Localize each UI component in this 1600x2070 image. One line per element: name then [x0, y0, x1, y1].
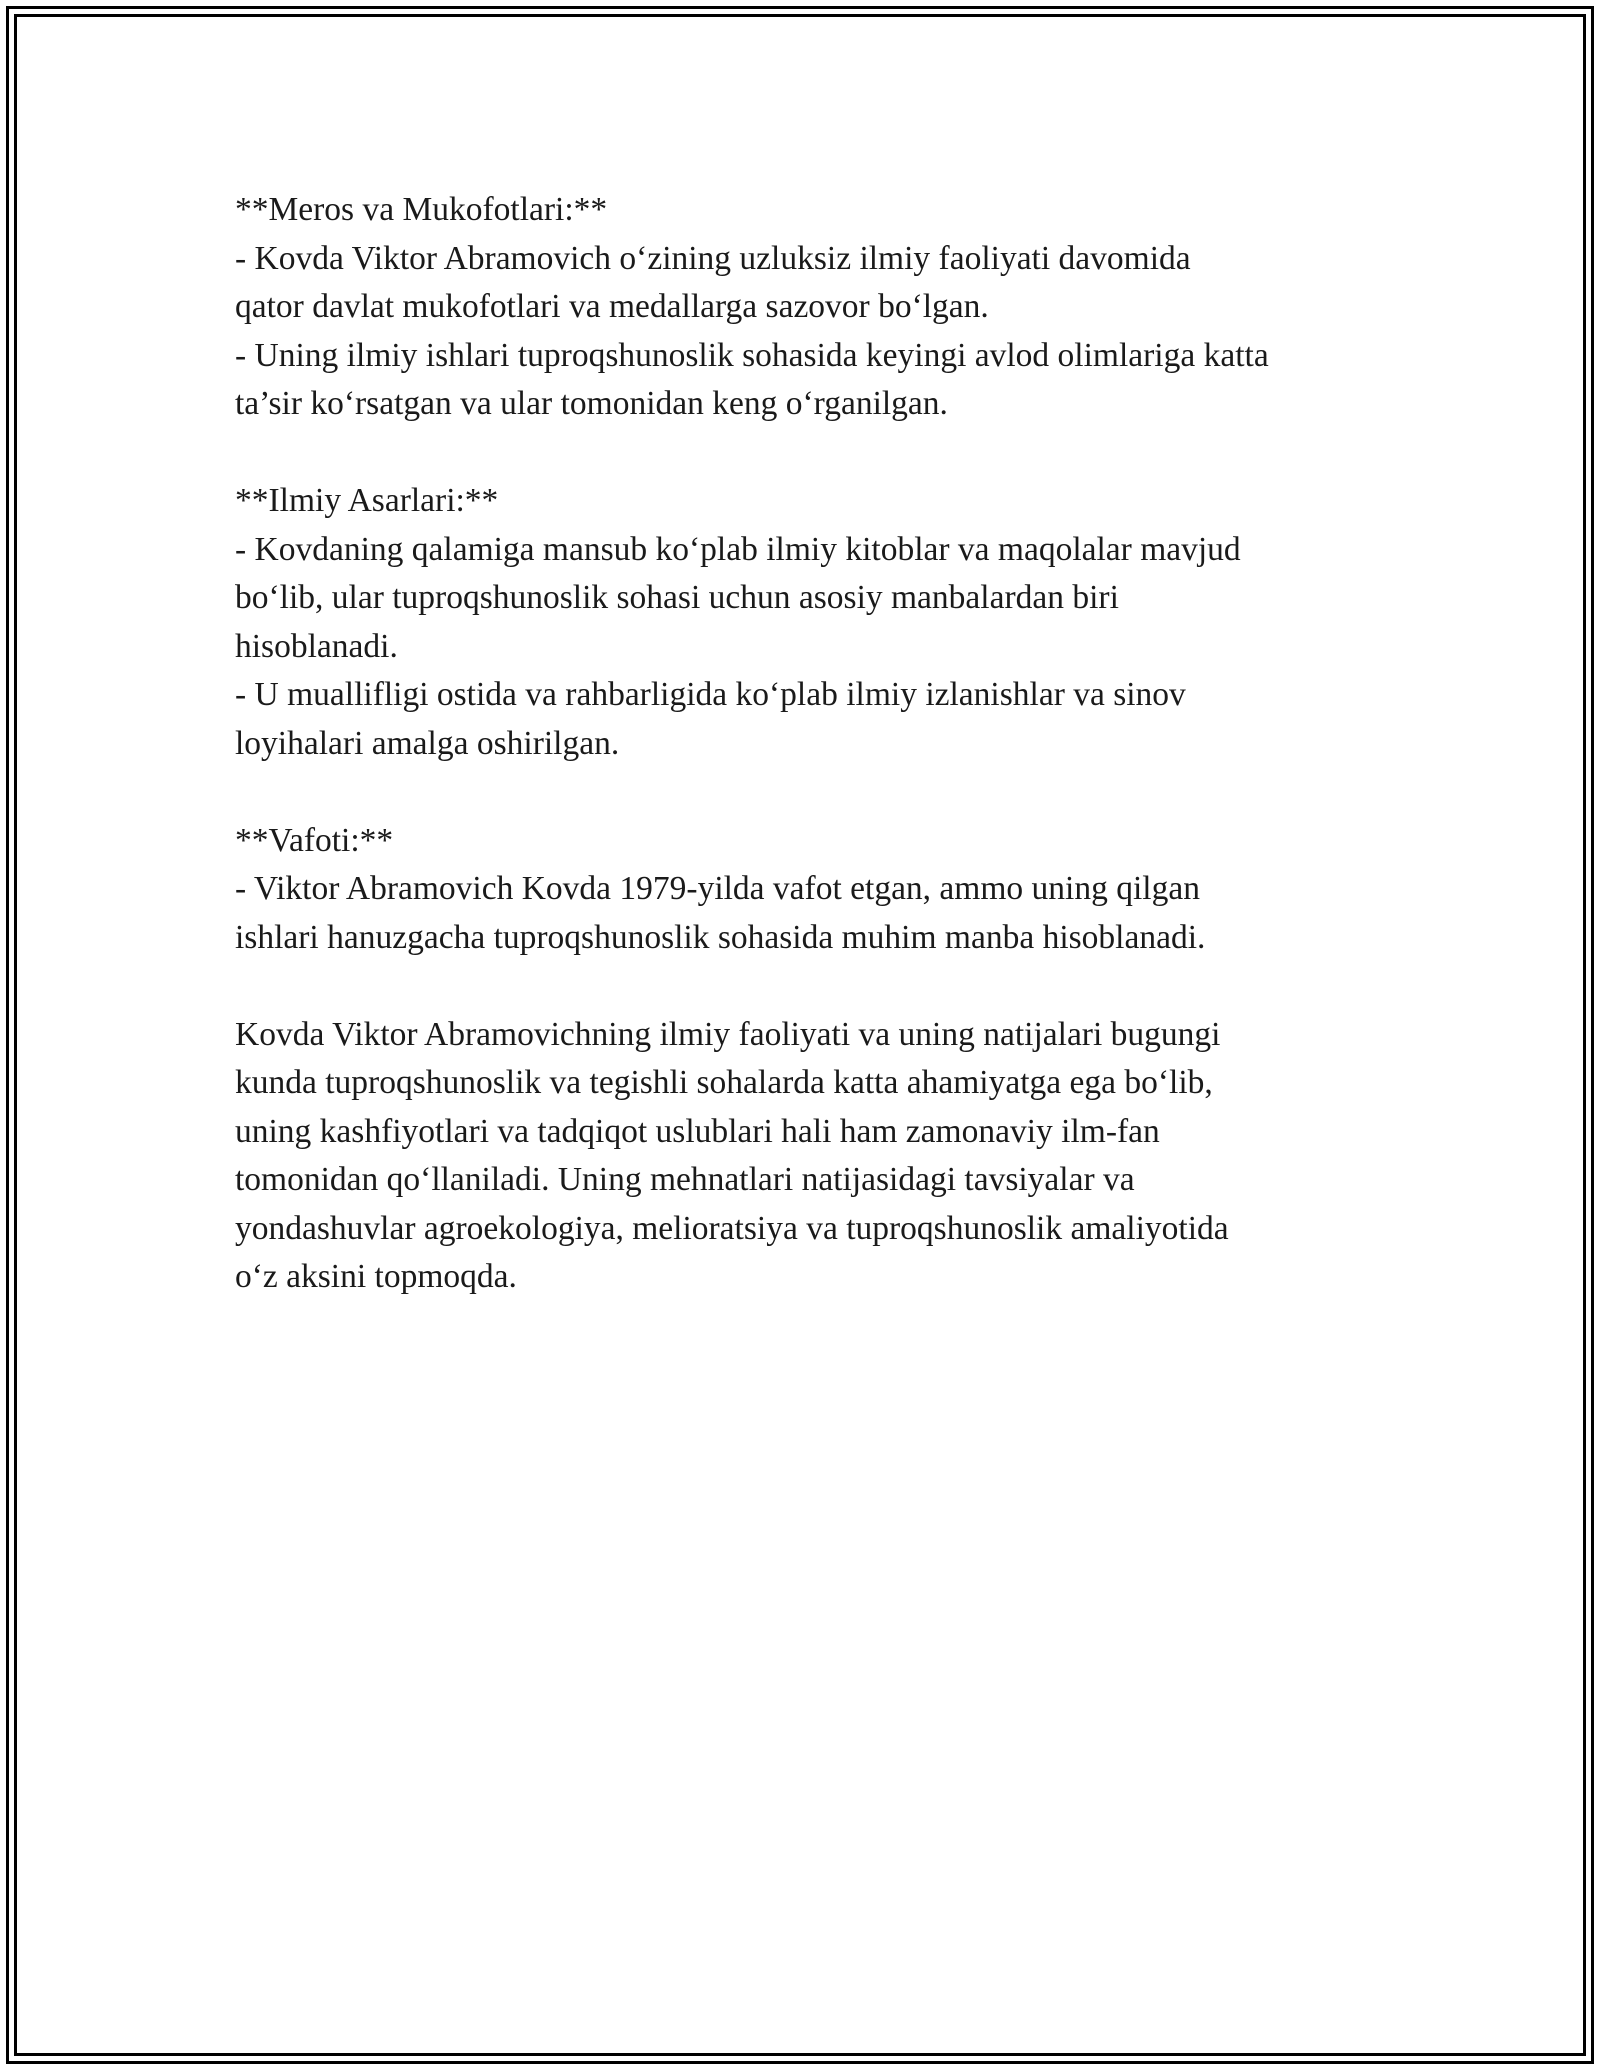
section-vafoti	[235, 817, 1395, 963]
section-heading: **Ilmiy Asarlari:**	[235, 482, 499, 519]
document-body	[235, 186, 1395, 1302]
section-ilmiy-asarlari	[235, 477, 1395, 768]
list-item: - U muallifligi ostida va rahbarligida ko‘plab ilmiy izlanishlar va sinov loyihalari amalga oshirilgan.	[235, 676, 1186, 762]
list-item: - Viktor Abramovich Kovda 1979-yilda vafot etgan, ammo uning qilgan ishlari hanuzgacha tuproqshunoslik sohasida muhim manba hisoblanadi.	[235, 870, 1206, 956]
list-item: - Kovda Viktor Abramovich o‘zining uzluksiz ilmiy faoliyati davomida qator davlat mukofotlari va medallarga sazovor bo‘lgan.	[235, 239, 1191, 325]
section-meros	[235, 186, 1395, 429]
section-heading: **Vafoti:**	[235, 821, 394, 859]
list-item: - Uning ilmiy ishlari tuproqshunoslik sohasida keyingi avlod olimlariga katta ta’sir ko‘rsatgan va ular tomonidan keng o‘rganilgan.	[235, 336, 1269, 422]
section-heading: **Meros va Mukofotlari:**	[235, 191, 608, 228]
list-item: - Kovdaning qalamiga mansub ko‘plab ilmiy kitoblar va maqolalar mavjud bo‘lib, ular tuproqshunoslik sohasi uchun asosiy manbalardan biri hisoblanadi.	[235, 530, 1241, 665]
conclusion-paragraph: Kovda Viktor Abramovichning ilmiy faoliyati va uning natijalari bugungi kunda tuproqshunoslik va tegishli sohalarda katta ahamiyatga ega bo‘lib, uning kashfiyotlari va tadqiqot uslublari hali ham zamonaviy ilm-fan tomonidan qo‘llaniladi. Uning mehnatlari natijasidagi tavsiyalar va yondashuvlar agroekologiya, melioratsiya va tuproqshunoslik amaliyotida o‘z aksini topmoqda.	[235, 1015, 1229, 1295]
